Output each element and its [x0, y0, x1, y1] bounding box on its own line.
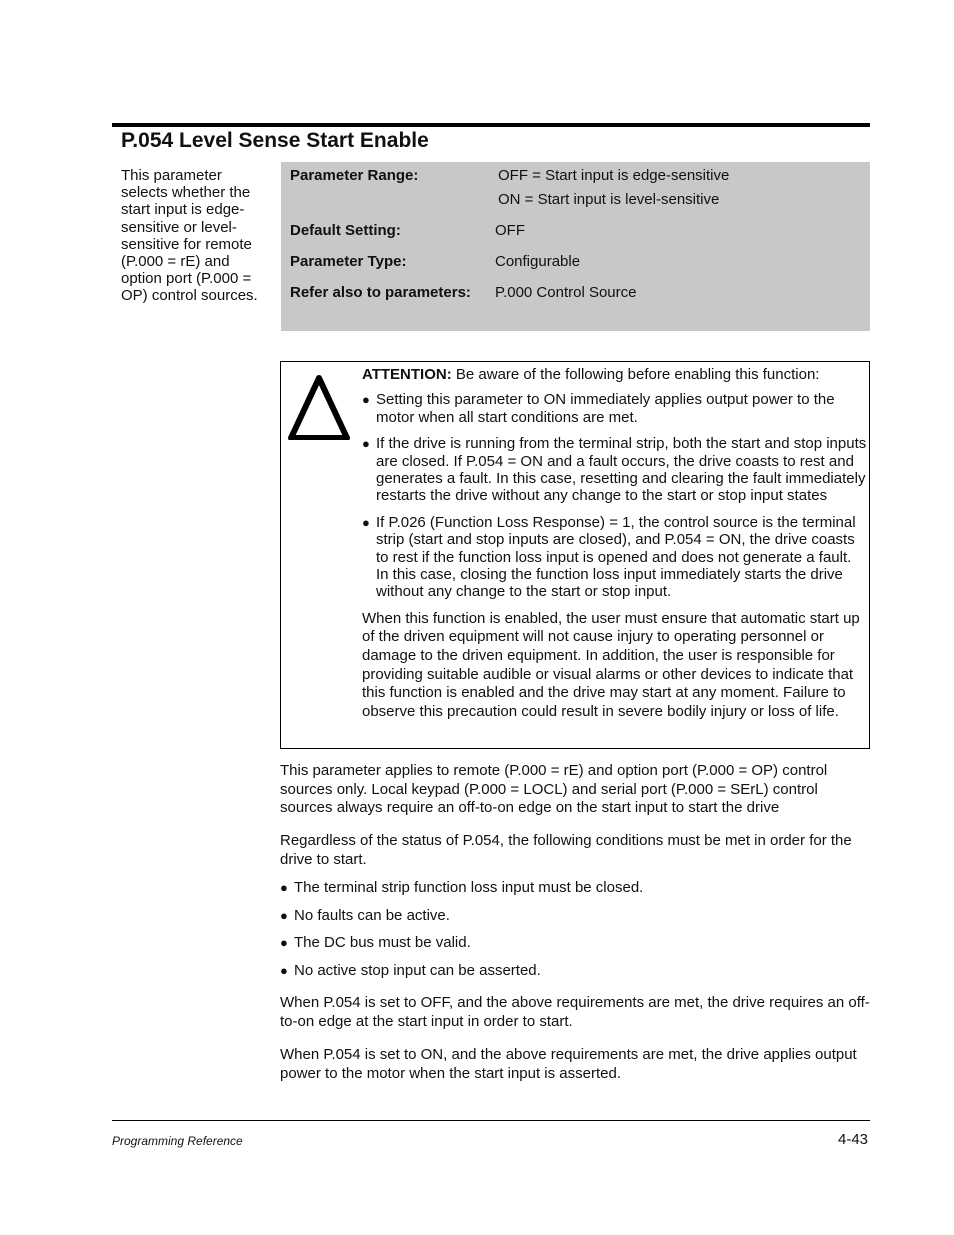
attention-intro: Be aware of the following before enabling this function:: [451, 366, 820, 383]
attention-bullet-text: If the drive is running from the terminal strip, both the start and stop inputs are closed. If P.054 = ON and a fault occurs, the drive coasts to rest and generates a fault. In this case, resetting and clearing the fault immediately restarts the drive without any change to the start or stop input states: [376, 435, 867, 505]
attention-bullet: ● If P.026 (Function Loss Response) = 1, the control source is the terminal strip (start and stop inputs are closed), and P.054 = ON, the drive coasts to rest if the function loss input is opened and does not generate a fault. In this case, closing the function loss input immediately starts the drive without any change to the start or stop input.: [362, 513, 856, 601]
attention-content: [362, 366, 867, 721]
body-paragraph-4: When P.054 is set to ON, and the above requirements are met, the drive applies output power to the motor when the start input is asserted.: [280, 1046, 857, 1082]
list-item: ● No active stop input can be asserted.: [280, 962, 541, 979]
param-refer-value: P.000 Control Source: [495, 284, 637, 301]
attention-heading: [362, 366, 867, 383]
param-range-value-2: ON = Start input is level-sensitive: [498, 191, 720, 208]
attention-note: When this function is enabled, the user must ensure that automatic start up of the driven equipment will not cause injury to operating personnel or damage to the driven equipment. In addition, the user is responsible for providing suitable audible or visual alarms or other devices to indicate that this function is enabled and the drive may start at any moment. Failure to observe this precaution could result in severe bodily injury or loss of life.: [362, 609, 860, 720]
attention-bullet: ● If the drive is running from the terminal strip, both the start and stop inputs are closed. If P.054 = ON and a fault occurs, the drive coasts to rest and generates a fault. In this case, resetting and clearing the fault immediately restarts the drive without any change to the start or stop input states: [362, 435, 867, 505]
attention-bullet-text: Setting this parameter to ON immediately applies output power to the motor when all start conditions are met.: [376, 391, 835, 426]
list-item-text: The terminal strip function loss input must be closed.: [294, 879, 644, 896]
body-paragraph-1: This parameter applies to remote (P.000 = rE) and option port (P.000 = OP) control sources only. Local keypad (P.000 = LOCL) and serial port (P.000 = SErL) control sources always require an off-to-on edge on the start input to start the drive: [280, 762, 828, 816]
list-item-text: The DC bus must be valid.: [294, 934, 471, 951]
warning-triangle-icon: [286, 372, 352, 440]
list-item-text: No faults can be active.: [294, 907, 450, 924]
body-paragraph-2: Regardless of the status of P.054, the following conditions must be met in order for the drive to start.: [280, 832, 852, 868]
page-title: P.054 Level Sense Start Enable: [121, 129, 429, 152]
param-type-value: Configurable: [495, 253, 581, 270]
parameter-table: [281, 162, 870, 331]
list-item: ● The terminal strip function loss input must be closed.: [280, 879, 644, 896]
attention-box: [280, 361, 870, 749]
body-paragraph-3: When P.054 is set to OFF, and the above requirements are met, the drive requires an off-to-on edge at the start input in order to start.: [280, 994, 870, 1030]
param-type-label: Parameter Type:: [290, 253, 407, 270]
page-number: 4-43: [838, 1131, 869, 1148]
attention-label: ATTENTION:: [362, 366, 452, 383]
param-range-value-1: OFF = Start input is edge-sensitive: [498, 167, 730, 184]
list-item-text: No active stop input can be asserted.: [294, 962, 541, 979]
footer-section-title: Programming Reference: [112, 1134, 243, 1148]
param-range-label: Parameter Range:: [290, 167, 419, 184]
attention-bullet-text: If P.026 (Function Loss Response) = 1, the control source is the terminal strip (start and stop inputs are closed), and P.054 = ON, the drive coasts to rest if the function loss input is opened and does not generate a fault. In this case, closing the function loss input immediately starts the drive without any change to the start or stop input.: [376, 513, 856, 601]
attention-bullet: ● Setting this parameter to ON immediately applies output power to the motor when all start conditions are met.: [362, 391, 835, 426]
param-refer-label: Refer also to parameters:: [290, 284, 471, 301]
footer-rule: [112, 1120, 870, 1121]
list-item: ● No faults can be active.: [280, 907, 450, 924]
param-default-value: OFF: [495, 222, 525, 239]
parameter-summary: This parameter selects whether the start input is edge-sensitive or level-sensitive for remote (P.000 = rE) and option port (P.000 = OP) control sources.: [121, 167, 258, 305]
param-default-label: Default Setting:: [290, 222, 401, 239]
list-item: ● The DC bus must be valid.: [280, 934, 471, 951]
